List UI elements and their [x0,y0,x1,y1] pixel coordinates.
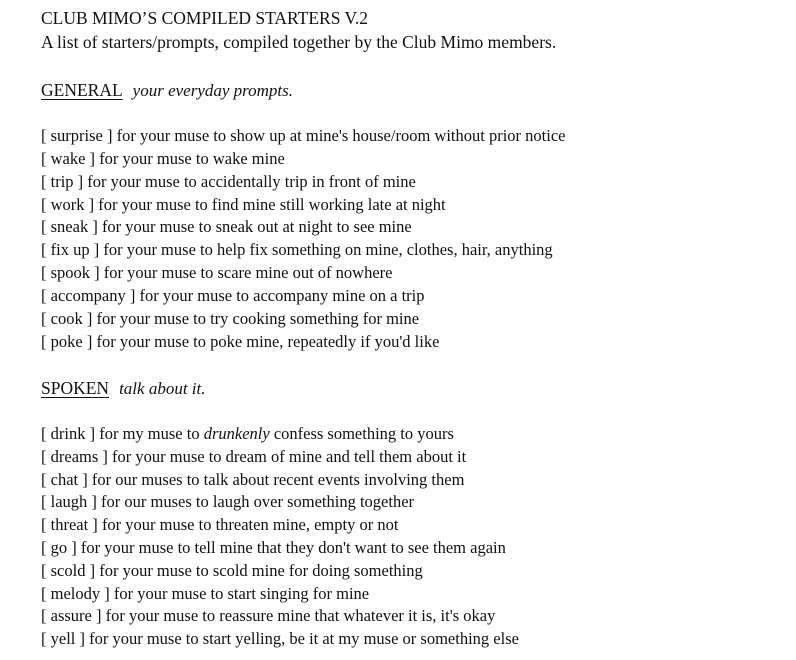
item-text: for your muse to try cooking something for mine [96,309,420,328]
list-item [41,311,419,328]
item-text: for your muse to threaten mine, empty or not [101,515,399,534]
item-tag: [ threat ] [41,515,98,534]
item-tag: [ accompany ] [41,286,136,305]
list-item [41,426,454,443]
item-text: for your muse to scare mine out of nowhere [103,263,393,282]
item-tag: [ dreams ] [41,447,108,466]
item-text: for your muse to poke mine, repeatedly if you'd like [96,332,440,351]
item-tag: [ wake ] [41,149,96,168]
item-text: for your muse to wake mine [99,149,285,168]
item-tag: [ fix up ] [41,240,100,259]
item-text-italic: drunkenly [203,424,270,443]
list-item [41,517,398,534]
section-description: talk about it. [119,379,206,398]
document-subtitle: A list of starters/prompts, compiled together by the Club Mimo members. [41,32,557,52]
item-tag: [ spook ] [41,263,100,282]
item-tag: [ sneak ] [41,217,98,236]
item-tag: [ laugh ] [41,492,97,511]
list-item [41,219,412,236]
item-text: for your muse to accidentally trip in front of mine [87,172,416,191]
list-item [41,242,553,259]
item-text: for your muse to start singing for mine [113,584,370,603]
item-text-before: for my muse to [99,424,200,443]
list-item [41,540,506,557]
item-tag: [ melody ] [41,584,110,603]
item-text: for your muse to show up at mine's house/room without prior notice [116,126,566,145]
item-tag: [ cook ] [41,309,93,328]
list-item [41,494,414,511]
list-item [41,472,464,489]
item-tag: [ poke ] [41,332,93,351]
item-tag: [ yell ] [41,629,85,648]
item-text: for your muse to sneak out at night to see mine [101,217,412,236]
list-item [41,563,423,580]
item-text: for our muses to talk about recent events involving them [91,470,465,489]
list-item [41,128,565,145]
list-item [41,449,466,466]
list-item [41,586,369,603]
list-item [41,334,439,351]
item-tag: [ trip ] [41,172,84,191]
item-tag: [ drink ] [41,424,96,443]
list-item [41,288,425,305]
item-text-after: confess something to yours [273,424,454,443]
item-text: for your muse to start yelling, be it at my muse or something else [89,629,519,648]
item-tag: [ surprise ] [41,126,113,145]
item-tag: [ chat ] [41,470,88,489]
item-text: for your muse to help fix something on mine, clothes, hair, anything [103,240,553,259]
item-text: for your muse to accompany mine on a trip [139,286,425,305]
list-item [41,197,446,214]
list-item [41,631,519,648]
item-text: for your muse to find mine still working late at night [98,195,446,214]
item-tag: [ scold ] [41,561,96,580]
list-item [41,608,495,625]
item-tag: [ work ] [41,195,95,214]
item-text: for your muse to scold mine for doing something [99,561,423,580]
section-name: SPOKEN [41,378,110,398]
section-heading-general [41,80,293,101]
item-text: for our muses to laugh over something together [101,492,415,511]
list-item [41,151,285,168]
section-description: your everyday prompts. [132,81,294,100]
list-item [41,265,392,282]
list-item [41,174,416,191]
document-title: CLUB MIMO’S COMPILED STARTERS V.2 [41,8,369,28]
item-text: for your muse to tell mine that they don't want to see them again [80,538,506,557]
item-tag: [ assure ] [41,606,102,625]
item-text: for your muse to dream of mine and tell them about it [112,447,467,466]
section-name: GENERAL [41,80,123,100]
item-text: for your muse to reassure mine that whatever it is, it's okay [105,606,496,625]
item-tag: [ go ] [41,538,77,557]
section-heading-spoken [41,378,206,399]
